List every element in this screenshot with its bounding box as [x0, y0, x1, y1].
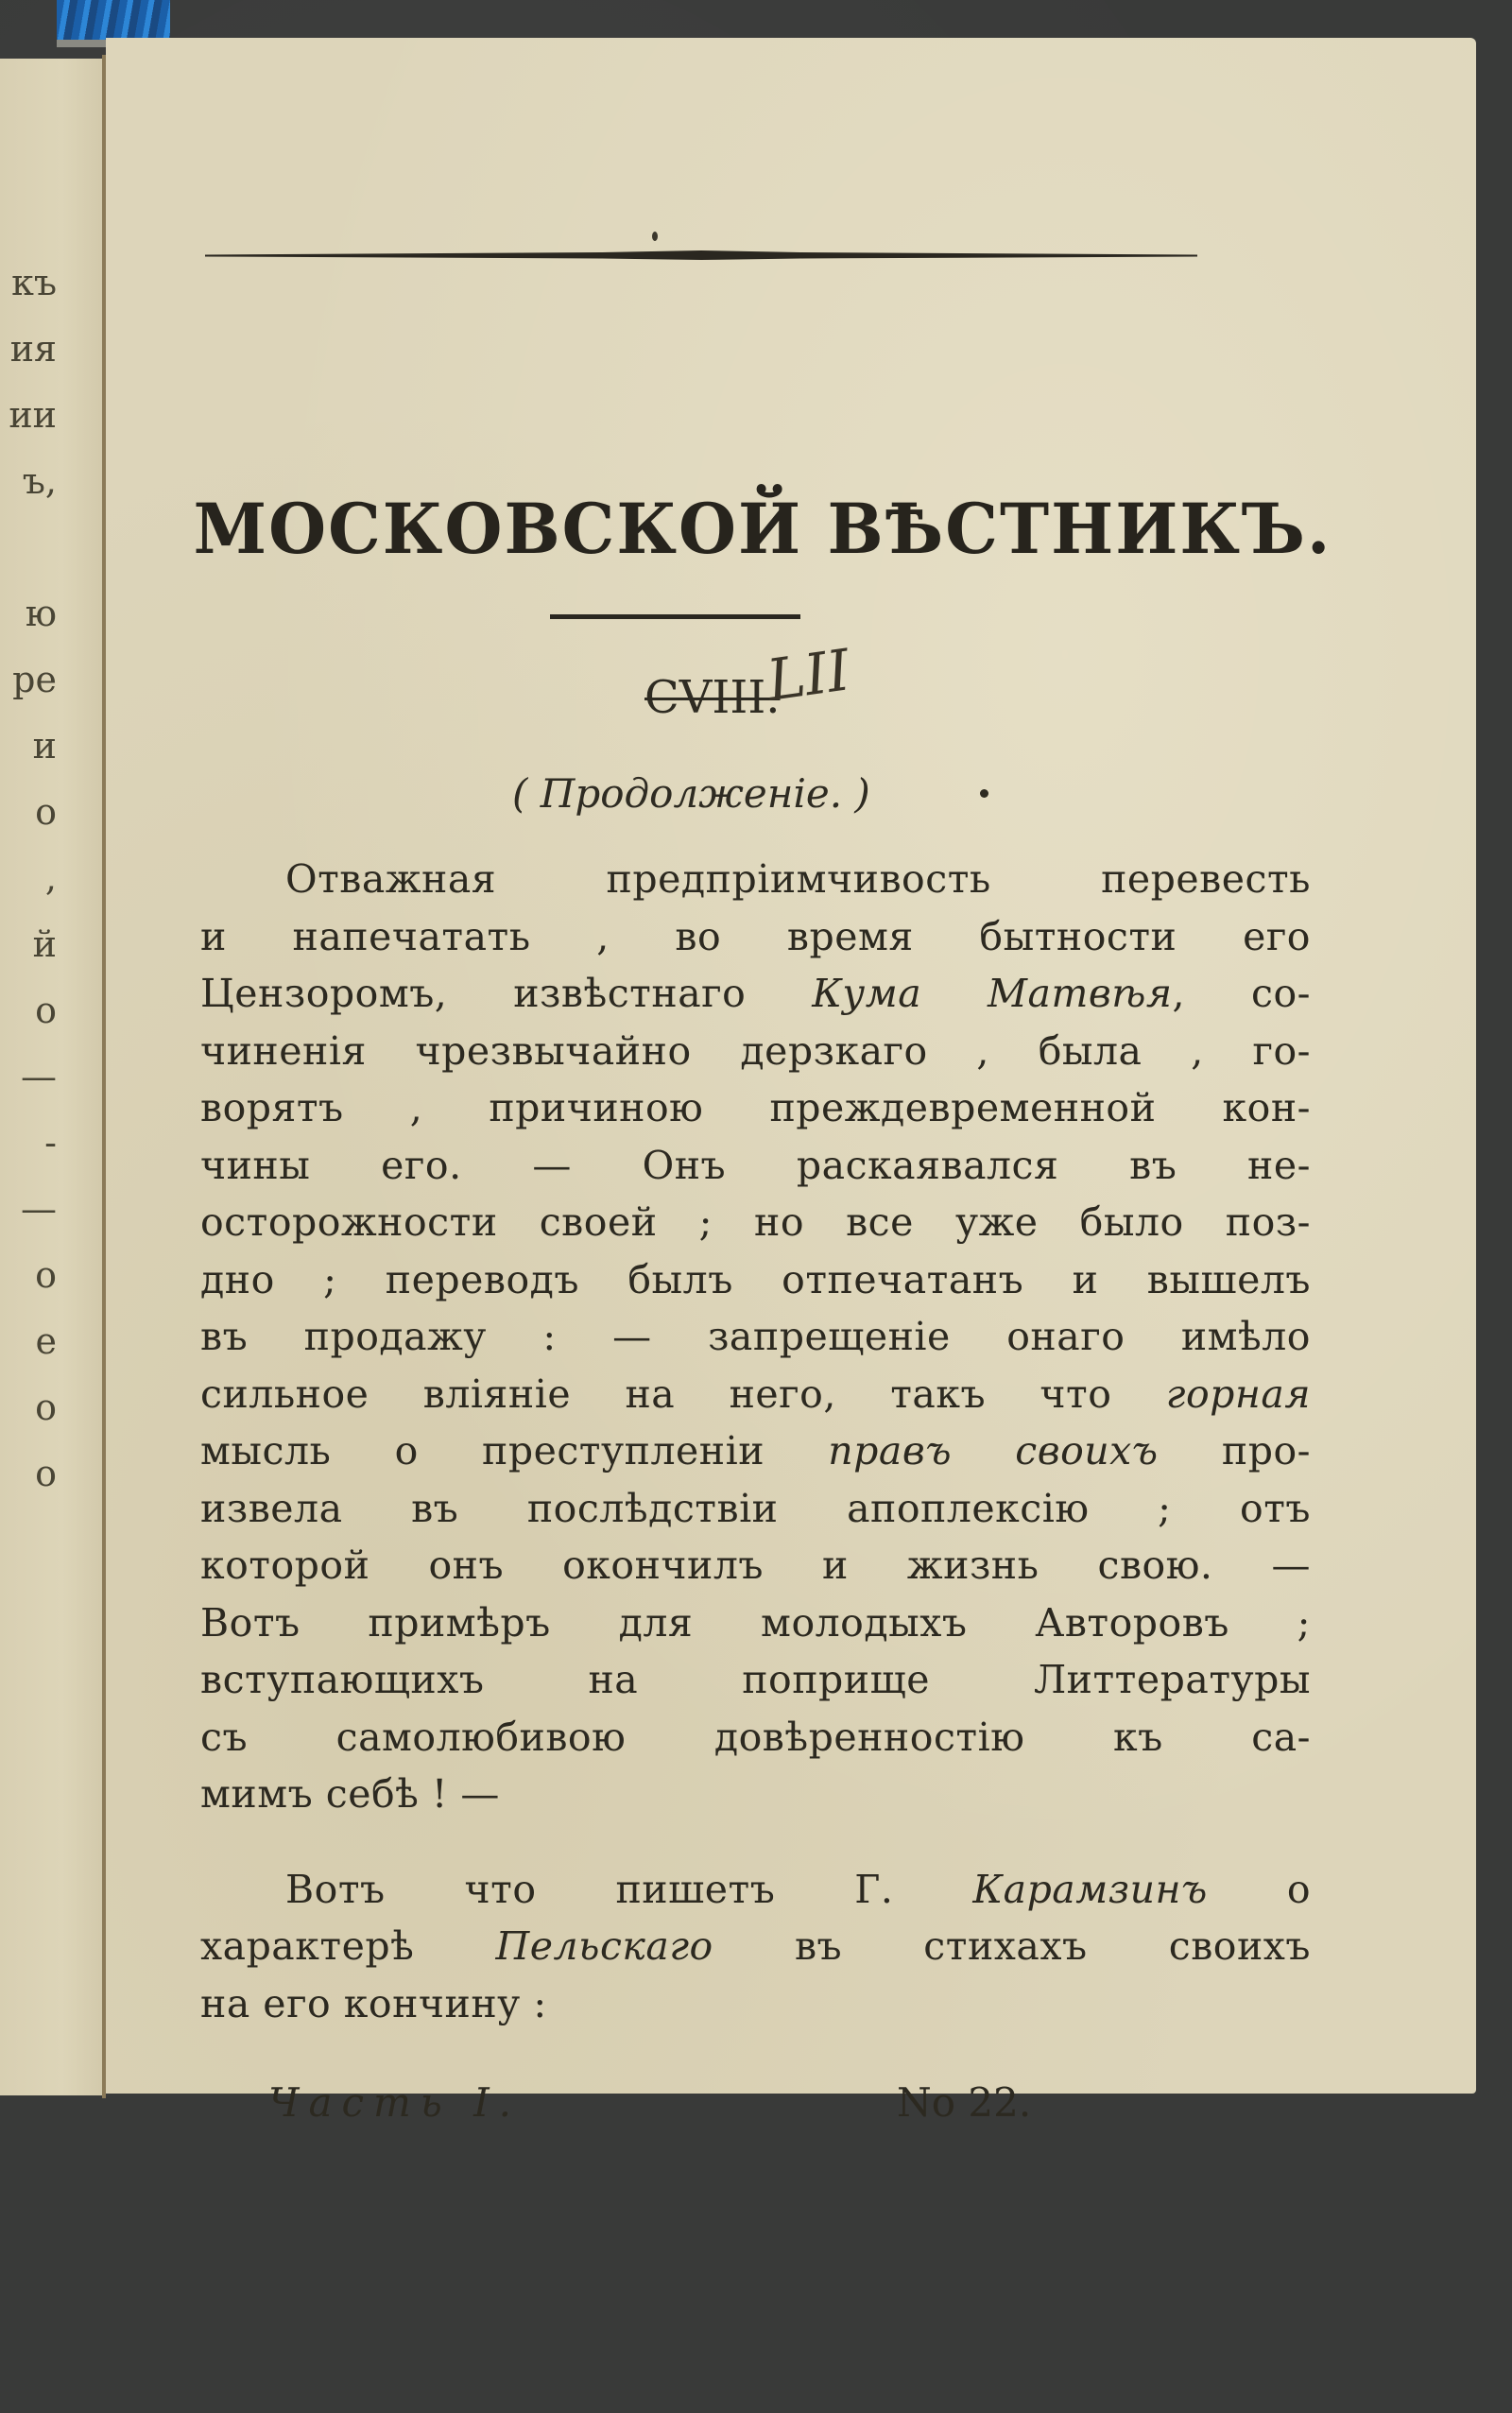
- previous-page-text-fragment: о: [35, 990, 57, 1031]
- ornamental-rule-top: [205, 250, 1197, 260]
- previous-page-text-fragment: е: [35, 1320, 57, 1362]
- previous-page-text-fragment: й: [32, 923, 57, 965]
- text-line: [200, 1918, 1311, 1975]
- text-line: [200, 1861, 1311, 1919]
- text-run: о: [1207, 1866, 1312, 1912]
- previous-page-text-fragment: о: [35, 1254, 57, 1296]
- previous-page-edge: [0, 59, 104, 2095]
- text-line: съ самолюбивою довѣренностію къ са-: [200, 1714, 1311, 1760]
- part-label: Часть I.: [268, 2079, 522, 2126]
- section-number: [644, 671, 781, 724]
- text-run: сильное вліяніе на него, такъ что: [200, 1370, 1166, 1417]
- ink-dot: [980, 789, 988, 798]
- text-line: чины его. — Онъ раскаявался въ не-: [200, 1142, 1311, 1188]
- previous-page-text-fragment: о: [35, 791, 57, 833]
- handwritten-section-annotation: LII: [763, 637, 854, 715]
- text-run: мысль о преступленіи: [200, 1428, 829, 1474]
- previous-page-text-fragment: о: [35, 1387, 57, 1428]
- text-line: Отважная предпріимчивость перевесть: [285, 856, 1311, 902]
- text-line: чиненія чрезвычайно дерзкаго , была , го-: [200, 1027, 1311, 1074]
- text-run: въ стихахъ своихъ: [713, 1923, 1311, 1969]
- document-page: [106, 38, 1476, 2126]
- text-run: Цензоромъ, извѣстнаго: [200, 971, 813, 1016]
- text-line: извела въ послѣдствіи апоплексію ; отъ: [200, 1485, 1311, 1531]
- italic-emphasis: правъ своихъ: [828, 1428, 1159, 1474]
- text-line: и напечатать , во время бытности его: [200, 913, 1311, 959]
- text-line: [200, 1366, 1311, 1423]
- text-run: , со-: [1172, 971, 1311, 1016]
- italic-emphasis: Кума Матвѣя: [812, 971, 1173, 1016]
- continuation-subtitle: ( Продолженіе. ): [512, 770, 870, 817]
- text-line: вступающихъ на поприще Литтературы: [200, 1657, 1311, 1702]
- previous-page-text-fragment: и: [32, 725, 57, 767]
- journal-title: МОСКОВСКОЙ ВѢСТНИКЪ.: [193, 487, 1332, 571]
- italic-emphasis: горная: [1165, 1370, 1311, 1417]
- text-line: дно ; переводъ былъ отпечатанъ и вышелъ: [200, 1256, 1311, 1302]
- previous-page-text-fragment: -: [44, 1122, 57, 1163]
- italic-emphasis: Пельскаго: [495, 1923, 713, 1969]
- issue-number: No 22.: [897, 2079, 1032, 2126]
- previous-page-text-fragment: ъ,: [22, 460, 57, 502]
- text-run: Вотъ что пишетъ Г.: [285, 1866, 973, 1912]
- text-line: Вотъ примѣръ для молодыхъ Авторовъ ;: [200, 1599, 1311, 1646]
- text-line: которой онъ окончилъ и жизнь свою. —: [200, 1543, 1311, 1588]
- text-line: мимъ себѣ ! —: [200, 1771, 500, 1817]
- previous-page-text-fragment: ия: [9, 328, 57, 370]
- text-line: ворятъ , причиною преждевременной кон-: [200, 1085, 1311, 1130]
- previous-page-text-fragment: ии: [9, 394, 57, 436]
- text-run: характерѣ: [200, 1923, 496, 1969]
- previous-page-text-fragment: о: [35, 1453, 57, 1494]
- previous-page-text-fragment: къ: [11, 262, 57, 303]
- text-line: въ продажу : — запрещеніе онаго имѣло: [200, 1314, 1311, 1359]
- previous-page-text-fragment: —: [21, 1188, 57, 1230]
- text-line: осторожности своей ; но все уже было поз-: [200, 1199, 1311, 1245]
- italic-emphasis: Карамзинъ: [972, 1866, 1208, 1912]
- previous-page-text-fragment: ,: [44, 857, 57, 899]
- printed-section-number: CVIII.: [644, 671, 781, 724]
- ink-speck: [652, 232, 658, 241]
- text-run: про-: [1158, 1428, 1311, 1474]
- previous-page-text-fragment: ю: [25, 593, 57, 634]
- article-body: [200, 851, 1311, 2032]
- previous-page-text-fragment: —: [21, 1056, 57, 1097]
- text-line: [200, 965, 1311, 1023]
- previous-page-text-fragment: ре: [12, 659, 57, 700]
- title-underline-rule: [550, 614, 800, 619]
- paragraph-gap: [200, 1823, 1311, 1861]
- text-line: [200, 1422, 1311, 1480]
- text-line: на его кончину :: [200, 1980, 547, 2026]
